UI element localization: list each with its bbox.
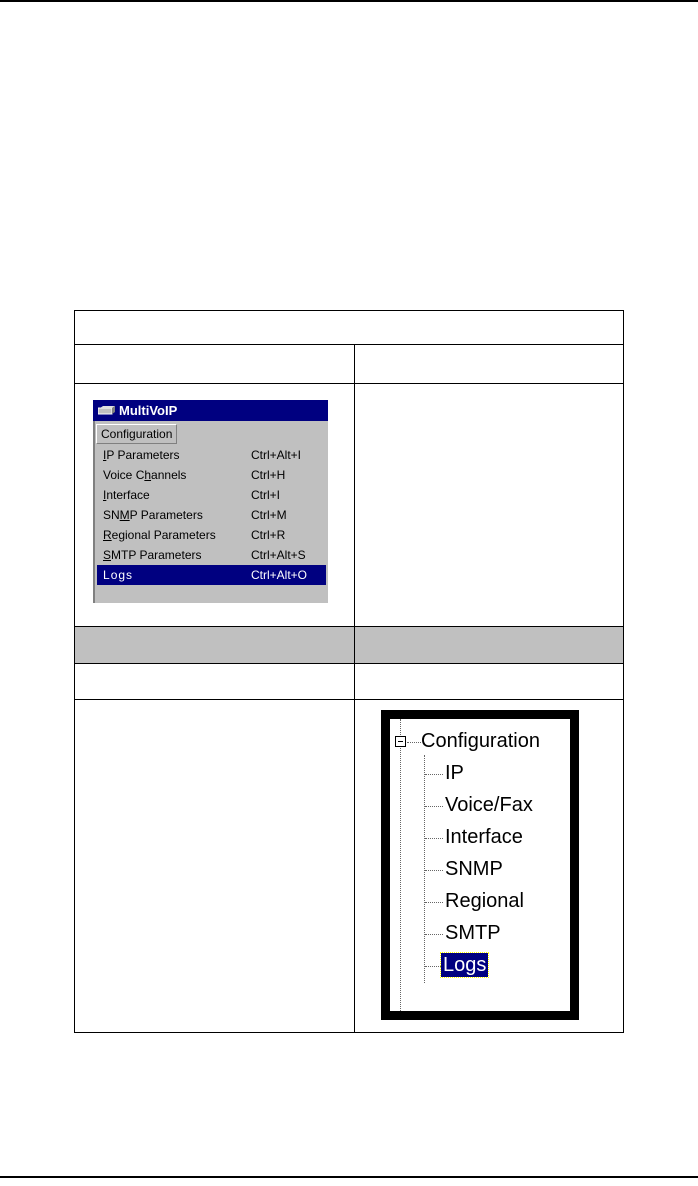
tree-node-snmp[interactable]: SNMP <box>445 858 503 880</box>
table-row-divider <box>75 383 623 384</box>
configuration-tree <box>390 719 570 1011</box>
menu-item-snmp-parameters[interactable]: SNMP Parameters Ctrl+M <box>97 505 326 525</box>
menu-item-voice-channels[interactable]: Voice Channels Ctrl+H <box>97 465 326 485</box>
table-row-divider <box>75 344 623 345</box>
configuration-dropdown <box>95 445 328 603</box>
multivoip-app-icon <box>98 406 116 415</box>
shortcut-label: Ctrl+I <box>251 488 281 502</box>
menu-item-logs[interactable]: Logs Ctrl+Alt+O <box>97 565 326 585</box>
tree-cell <box>75 700 623 1032</box>
tree-node-smtp[interactable]: SMTP <box>445 922 501 944</box>
tree-node-configuration[interactable]: Configuration <box>421 730 540 752</box>
footer-rule <box>0 1176 698 1178</box>
menu-item-smtp-parameters[interactable]: SMTP Parameters Ctrl+Alt+S <box>97 545 326 565</box>
shortcut-label: Ctrl+R <box>251 528 286 542</box>
menu-screenshot <box>93 400 328 603</box>
tree-node-interface[interactable]: Interface <box>445 826 523 848</box>
shortcut-label: Ctrl+Alt+O <box>251 568 308 582</box>
shortcut-label: Ctrl+M <box>251 508 287 522</box>
table-row-divider <box>75 663 623 664</box>
shortcut-label: Ctrl+Alt+I <box>251 448 302 462</box>
menu-item-regional-parameters[interactable]: Regional Parameters Ctrl+R <box>97 525 326 545</box>
tree-screenshot <box>381 710 579 1020</box>
tree-node-voice-fax[interactable]: Voice/Fax <box>445 794 533 816</box>
menu-item-ip-parameters[interactable]: IP Parameters Ctrl+Alt+I <box>97 445 326 465</box>
menu-configuration[interactable]: Configuration <box>96 424 177 444</box>
header-rule <box>0 0 698 2</box>
window-title: MultiVoIP <box>119 403 178 418</box>
shortcut-label: Ctrl+H <box>251 468 286 482</box>
tree-node-ip[interactable]: IP <box>445 762 464 784</box>
shortcut-label: Ctrl+Alt+S <box>251 548 306 562</box>
tree-node-logs[interactable]: Logs <box>443 954 487 976</box>
tree-node-regional[interactable]: Regional <box>445 890 524 912</box>
collapse-icon[interactable] <box>395 736 406 747</box>
document-table <box>74 310 624 1033</box>
menu-item-interface[interactable]: Interface Ctrl+I <box>97 485 326 505</box>
table-row-divider <box>75 626 623 627</box>
shaded-row <box>75 627 623 663</box>
window-titlebar <box>93 400 328 421</box>
